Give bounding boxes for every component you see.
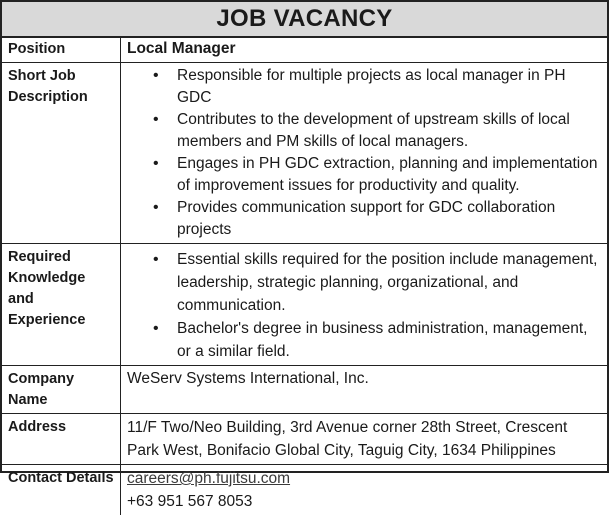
list-item: • Engages in PH GDC extraction, planning and implementation of improvement issues for productivity and quality. <box>177 153 601 197</box>
company-row <box>2 366 607 414</box>
position-row <box>2 38 607 63</box>
email-link[interactable]: careers@ph.fujitsu.com <box>127 467 601 490</box>
requirements-row <box>2 244 607 366</box>
description-cell <box>121 63 608 244</box>
phone-number: +63 951 567 8053 <box>127 490 601 513</box>
list-item: • Provides communication support for GDC collaboration projects <box>177 197 601 241</box>
position-label: Position <box>2 38 121 63</box>
requirements-cell <box>121 244 608 366</box>
address-row <box>2 414 607 465</box>
page-title: JOB VACANCY <box>2 2 607 38</box>
description-list <box>127 65 601 241</box>
address-value: 11/F Two/Neo Building, 3rd Avenue corner 28th Street, Crescent Park West, Bonifacio Global City, Taguig City, 1634 Philippines <box>121 414 608 465</box>
list-item: • Bachelor's degree in business administration, management, or a similar field. <box>177 317 601 363</box>
contact-row <box>2 465 607 515</box>
position-value: Local Manager <box>121 38 608 63</box>
contact-label: Contact Details <box>2 465 121 515</box>
vacancy-table <box>2 38 607 515</box>
requirements-label: Required Knowledge and Experience <box>2 244 121 366</box>
description-label: Short Job Description <box>2 63 121 244</box>
list-item: • Contributes to the development of upstream skills of local members and PM skills of local managers. <box>177 109 601 153</box>
list-item: • Responsible for multiple projects as local manager in PH GDC <box>177 65 601 109</box>
requirements-list <box>127 248 601 363</box>
company-value: WeServ Systems International, Inc. <box>121 366 608 414</box>
contact-cell <box>121 465 608 515</box>
company-label: Company Name <box>2 366 121 414</box>
list-item: • Essential skills required for the position include management, leadership, strategic planning, organizational, and communication. <box>177 248 601 317</box>
address-label: Address <box>2 414 121 465</box>
description-row <box>2 63 607 244</box>
